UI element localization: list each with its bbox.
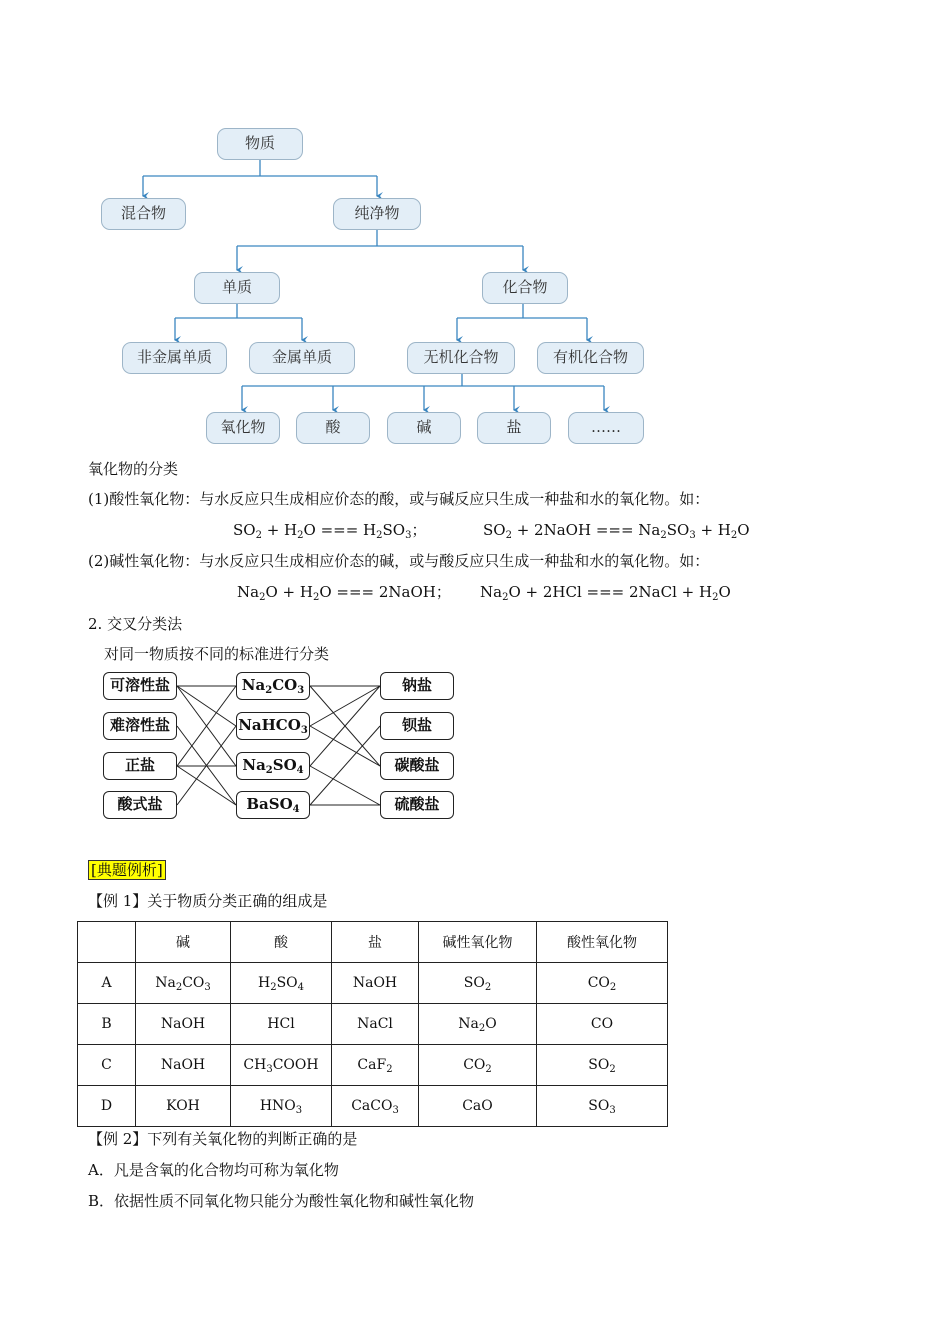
table-cell: CaCO$_3$ [332,1086,419,1127]
table-cell: KOH [136,1086,231,1127]
example-2-option-b: B．依据性质不同氧化物只能分为酸性氧化物和碱性氧化物 [88,1192,475,1210]
tree-node-compound: 化合物 [482,272,568,304]
cross-mid-na2co3: $Na_2CO_3$ [236,672,310,700]
equation: $Na_2O + 2HCl$ === 2NaCl + $H_2O$ [480,583,731,603]
example-1-table [77,921,668,1127]
table-cell: $SO_2$ [537,1045,668,1086]
cross-left-acid-salt: 酸式盐 [103,791,177,819]
tree-node-nonmetal: 非金属单质 [122,342,227,374]
tree-node-element: 单质 [194,272,280,304]
table-row [78,1086,668,1127]
table-row [78,1004,668,1045]
cross-mid-baso4: BaSO$_4$ [236,791,310,819]
table-cell: C [78,1045,136,1086]
table-cell: D [78,1086,136,1127]
tree-node-salt: 盐 [477,412,551,444]
table-header-cell [78,922,136,963]
table-cell: NaOH [332,963,419,1004]
basic-oxide-definition: (2)碱性氧化物：与水反应只生成相应价态的碱，或与酸反应只生成一种盐和水的氧化物。如： [88,552,710,570]
table-cell: NaCl [332,1004,419,1045]
tree-node-pure: 纯净物 [333,198,421,230]
table-cell: CO [537,1004,668,1045]
table-cell: $CO_2$ [537,963,668,1004]
cross-heading: 2. 交叉分类法 [88,615,183,633]
example-1-question: 【例 1】关于物质分类正确的组成是 [88,892,328,910]
table-cell: A [78,963,136,1004]
cross-mid-na2so4: $Na_2SO_4$ [236,752,310,780]
table-header-cell: 碱性氧化物 [419,922,537,963]
table-cell: CaF$_2$ [332,1045,419,1086]
tree-node-acid: 酸 [296,412,370,444]
example-tag-label: [典题例析] [88,860,166,880]
table-header-cell: 碱 [136,922,231,963]
cross-right-sulfate: 硫酸盐 [380,791,454,819]
example-2-option-a: A．凡是含氧的化合物均可称为氧化物 [88,1161,339,1179]
table-row [78,1045,668,1086]
table-cell: HCl [231,1004,332,1045]
cross-left-normal: 正盐 [103,752,177,780]
table-cell: $HNO_3$ [231,1086,332,1127]
table-row [78,963,668,1004]
table-cell: $H_2SO_4$ [231,963,332,1004]
tree-node-metal: 金属单质 [249,342,355,374]
example-2-question: 【例 2】下列有关氧化物的判断正确的是 [88,1130,358,1148]
tree-node-organic: 有机化合物 [537,342,644,374]
acidic-oxide-definition: (1)酸性氧化物：与水反应只生成相应价态的酸，或与碱反应只生成一种盐和水的氧化物。如： [88,490,710,508]
table-row [78,922,668,963]
table-cell: B [78,1004,136,1045]
tree-node-inorganic: 无机化合物 [407,342,515,374]
table-cell: $SO_2$ [419,963,537,1004]
tree-node-mixture: 混合物 [101,198,186,230]
tree-node-base: 碱 [387,412,461,444]
tree-node-etc: …… [568,412,644,444]
tree-node-oxide: 氧化物 [206,412,280,444]
cross-mid-nahco3: NaHCO$_3$ [236,712,310,740]
cross-left-soluble: 可溶性盐 [103,672,177,700]
table-cell: NaOH [136,1045,231,1086]
equation: $Na_2O + H_2O$ === 2NaOH； [237,583,451,603]
table-header-cell: 盐 [332,922,419,963]
table-cell: $Na_2O$ [419,1004,537,1045]
table-cell: CaO [419,1086,537,1127]
table-header-cell: 酸性氧化物 [537,922,668,963]
cross-right-carbonate: 碳酸盐 [380,752,454,780]
table-cell: $CH_3COOH$ [231,1045,332,1086]
cross-right-sodium: 钠盐 [380,672,454,700]
equation: $SO_2$ + 2NaOH === $Na_2SO_3 + H_2O$ [483,521,750,541]
equation: $SO_2 + H_2O$ === $H_2SO_3$； [233,521,427,541]
table-cell: $CO_2$ [419,1045,537,1086]
cross-intro: 对同一物质按不同的标准进行分类 [104,645,330,663]
example-tag [88,860,166,880]
cross-left-insoluble: 难溶性盐 [103,712,177,740]
table-cell: $SO_3$ [537,1086,668,1127]
oxide-heading: 氧化物的分类 [88,460,179,478]
table-cell: NaOH [136,1004,231,1045]
tree-node-substance: 物质 [217,128,303,160]
cross-right-barium: 钡盐 [380,712,454,740]
table-header-cell: 酸 [231,922,332,963]
table-cell: $Na_2CO_3$ [136,963,231,1004]
